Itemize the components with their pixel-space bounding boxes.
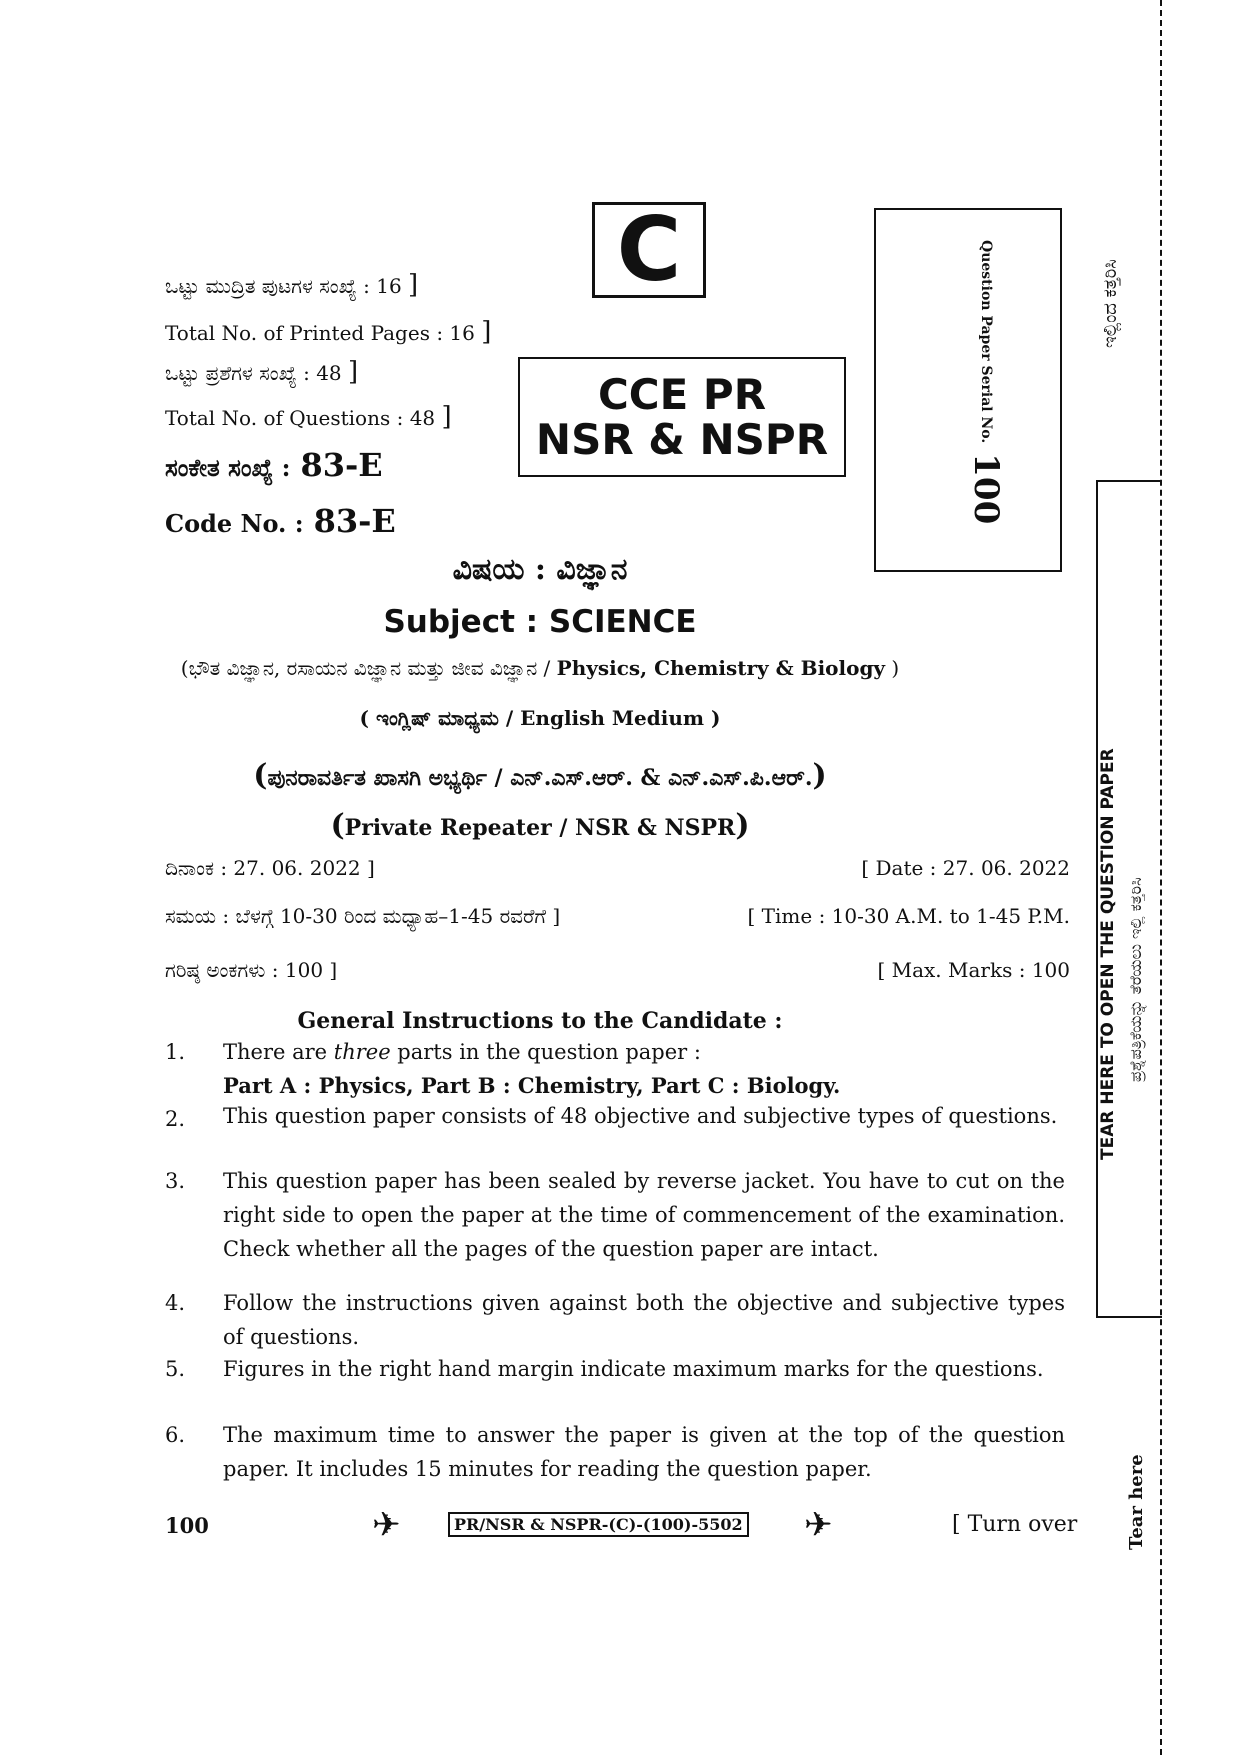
- instruction-item: 2. This question paper consists of 48 objective and subjective types of questions.: [165, 1104, 1058, 1131]
- total-questions-kn: ಒಟ್ಟು ಪ್ರಶೆಗಳ ಸಂಖ್ಯೆ : 48 ]: [165, 357, 359, 387]
- tear-here-instruction-kn: ಪ್ರಶ್ನೆಪತ್ರಿಕೆಯನ್ನು ತೆರೆಯಲು ಇಲ್ಲಿ ಕತ್ತರಿಸಿ: [1126, 877, 1145, 1082]
- candidate-category-en: (Private Repeater / NSR & NSPR): [330, 808, 750, 843]
- serial-label: Question Paper Serial No.: [978, 240, 994, 444]
- version-letter-box: C: [592, 202, 706, 298]
- total-questions-en: Total No. of Questions : 48 ]: [165, 402, 452, 432]
- exam-type-box: [518, 357, 846, 477]
- subject-kn: ವಿಷಯ : ವಿಜ್ಞಾನ: [452, 552, 628, 587]
- instruction-item: 1. There are three parts in the question paper : Part A : Physics, Part B : Chemistry, Part C : Biology.: [165, 1035, 1065, 1103]
- tear-here-instruction-en: TEAR HERE TO OPEN THE QUESTION PAPER: [1098, 748, 1118, 1160]
- instruction-item: 4. Follow the instructions given against both the objective and subjective types of questions.: [165, 1291, 1065, 1349]
- airplane-icon: ✈: [804, 1505, 833, 1545]
- instruction-parts: Part A : Physics, Part B : Chemistry, Part C : Biology.: [223, 1073, 841, 1098]
- code-number-en: Code No. : 83-E: [165, 502, 396, 540]
- instructions-heading: General Instructions to the Candidate :: [297, 1008, 783, 1034]
- tear-here-label: Tear here: [1126, 1454, 1147, 1550]
- max-marks-en: [ Max. Marks : 100: [877, 958, 1070, 982]
- serial-number: 100: [966, 453, 1006, 525]
- footer-paper-code: PR/NSR & NSPR-(C)-(100)-5502: [448, 1512, 749, 1537]
- cut-here-kn: ಇಲ್ಲಿಂದ ಕತ್ತರಿಸಿ: [1100, 259, 1121, 348]
- subject-en: Subject : SCIENCE: [383, 604, 697, 640]
- time-kn: ಸಮಯ : ಬೆಳಗ್ಗೆ 10-30 ರಿಂದ ಮಧ್ಯಾಹ–1-45 ರವರೆಗೆ ]: [165, 904, 561, 928]
- printed-pages-kn: ಒಟ್ಟು ಮುದ್ರಿತ ಪುಟಗಳ ಸಂಖ್ಯೆ : 16 ]: [165, 270, 419, 300]
- exam-type-line1: CCE PR: [597, 369, 767, 419]
- code-number-kn: ಸಂಕೇತ ಸಂಖ್ಯೆ : 83-E: [165, 446, 383, 484]
- instruction-item: 3. This question paper has been sealed by reverse jacket. You have to cut on the right side to open the paper at the time of commencement of the examination. Check whether all the pages of the question paper are intact.: [165, 1169, 1065, 1261]
- printed-pages-en: Total No. of Printed Pages : 16 ]: [165, 317, 492, 347]
- serial-number-box: [874, 208, 1062, 572]
- footer-serial: 100: [165, 1513, 209, 1538]
- subject-streams: (ಭೌತ ವಿಜ್ಞಾನ, ರಸಾಯನ ವಿಜ್ಞಾನ ಮತ್ತು ಜೀವ ವಿಜ್ಞಾನ / Physics, Chemistry & Biology ): [180, 656, 900, 680]
- time-en: [ Time : 10-30 A.M. to 1-45 P.M.: [747, 904, 1070, 928]
- instruction-item: 5. Figures in the right hand margin indicate maximum marks for the questions.: [165, 1357, 1044, 1381]
- instruction-item: 6. The maximum time to answer the paper is given at the top of the question paper. It includes 15 minutes for reading the question paper.: [165, 1423, 1065, 1481]
- max-marks-kn: ಗರಿಷ್ಠ ಅಂಕಗಳು : 100 ]: [165, 958, 338, 982]
- candidate-category-kn: (ಪುನರಾವರ್ತಿತ ಖಾಸಗಿ ಅಭ್ಯರ್ಥಿ / ಎನ್.ಎಸ್.ಆರ್. & ಎನ್.ಎಸ್.ಪಿ.ಆರ್.): [253, 758, 827, 793]
- exam-type-line2: NSR & NSPR: [535, 415, 829, 464]
- turn-over-note: [ Turn over: [952, 1512, 1078, 1537]
- medium-line: ( ಇಂಗ್ಲಿಷ್ ಮಾಧ್ಯಮ / English Medium ): [359, 706, 721, 730]
- airplane-icon: ✈: [372, 1505, 401, 1545]
- date-kn: ದಿನಾಂಕ : 27. 06. 2022 ]: [165, 856, 375, 880]
- date-en: [ Date : 27. 06. 2022: [861, 856, 1070, 880]
